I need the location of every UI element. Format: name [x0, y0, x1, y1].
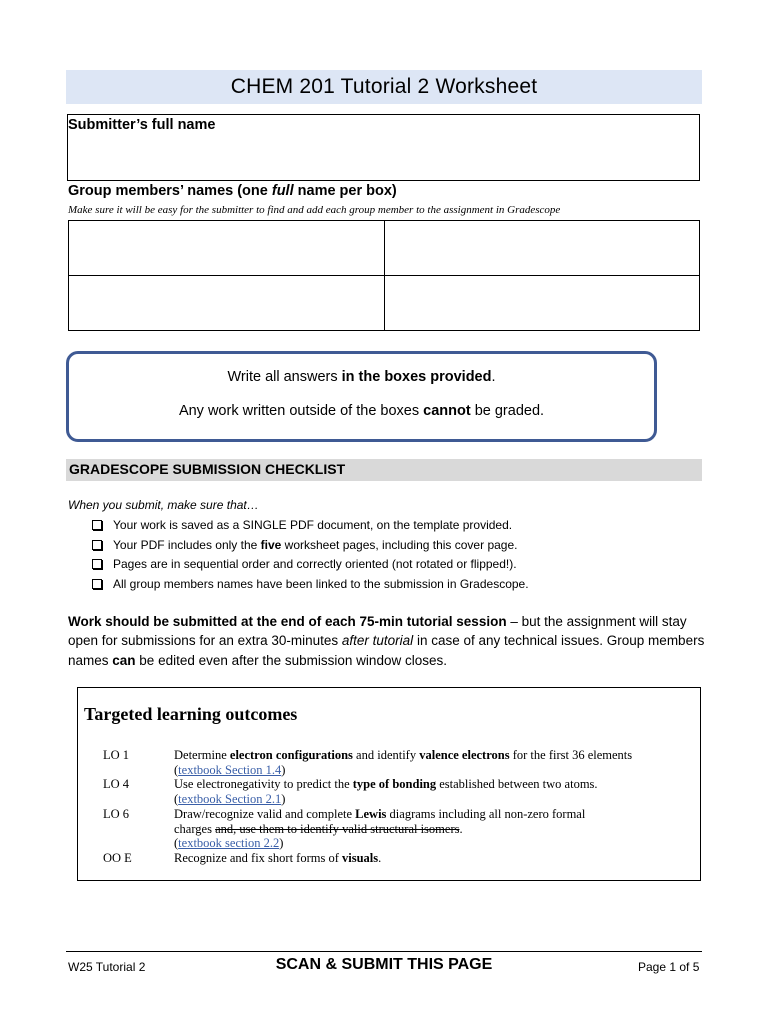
lo4-text — [174, 777, 674, 806]
checklist-item-2-pre: Your PDF includes only the — [113, 537, 261, 552]
lo1-a: Determine — [174, 748, 230, 762]
lo1-d: valence electrons — [419, 748, 510, 762]
notice-2-post: be graded. — [470, 403, 545, 419]
lo4-c: established between two atoms. — [436, 777, 598, 791]
lo1-f: ) — [281, 762, 286, 777]
notice-box — [66, 351, 657, 442]
checklist-item — [92, 575, 529, 595]
group-label-em: full — [271, 183, 294, 199]
lo4-open: ( — [174, 791, 179, 806]
checklist-intro: When you submit, make sure that… — [68, 498, 259, 512]
notice-2-pre: Any work written outside of the boxes — [178, 403, 424, 419]
lo1-textbook-link[interactable]: textbook Section 1.4 — [178, 762, 282, 777]
lo4-textbook-link[interactable]: textbook Section 2.1 — [178, 791, 282, 806]
para-italic: after tutorial — [341, 633, 414, 649]
lo1-b: electron configurations — [229, 748, 353, 762]
checklist-item — [92, 555, 529, 575]
group-member-box-2[interactable] — [384, 221, 700, 276]
ooe-text — [174, 851, 674, 866]
group-member-box-4[interactable] — [384, 276, 700, 331]
checklist-item-1-text: Your work is saved as a SINGLE PDF document, on the template provided. — [113, 518, 513, 532]
footer-course: W25 Tutorial 2 — [68, 960, 146, 974]
checkbox-icon[interactable] — [92, 579, 102, 589]
lo4-a: Use electronegativity to predict the — [174, 777, 353, 791]
page-title: CHEM 201 Tutorial 2 Worksheet — [230, 75, 538, 98]
group-members-table — [68, 220, 700, 331]
lo4-b: type of bonding — [352, 777, 437, 791]
lo1-code: LO 1 — [103, 748, 130, 762]
lo6-textbook-link[interactable]: textbook section 2.2 — [178, 836, 280, 850]
group-label-post: name per box) — [293, 183, 397, 199]
notice-line-1 — [69, 369, 654, 385]
group-label-pre: Group members’ names (one — [68, 183, 272, 199]
ooe-b: visuals — [342, 851, 379, 865]
lo6-b: Lewis — [355, 807, 387, 821]
checkbox-icon[interactable] — [92, 559, 102, 569]
lo6-code: LO 6 — [103, 807, 130, 821]
lo6-e: . — [459, 821, 463, 836]
lo6-text — [174, 807, 674, 851]
submitter-label: Submitter’s full name — [68, 117, 216, 133]
notice-2-bold: cannot — [423, 403, 471, 419]
checklist — [92, 516, 529, 594]
outcomes-title: Targeted learning outcomes — [84, 704, 298, 724]
lo6-close: ) — [279, 836, 284, 850]
para-p1: – but the assignment will stay open for submissions for an extra 30-minutes — [68, 614, 687, 649]
checkbox-icon[interactable] — [92, 540, 102, 550]
submission-paragraph — [68, 612, 708, 670]
ooe-a: Recognize and fix short forms of — [174, 851, 343, 865]
group-member-box-3[interactable] — [69, 276, 385, 331]
notice-1-bold: in the boxes provided — [341, 369, 492, 385]
footer-instruction: SCAN & SUBMIT THIS PAGE — [275, 956, 493, 973]
lo6-a: Draw/recognize valid and complete — [174, 807, 356, 821]
para-p3: be edited even after the submission window closes. — [135, 652, 447, 668]
group-note: Make sure it will be easy for the submitter to find and add each group member to the assignment in Gradescope — [68, 204, 561, 216]
lo1-c: and identify — [352, 748, 420, 762]
para-can: can — [112, 652, 136, 668]
footer-divider — [66, 951, 702, 952]
checkbox-icon[interactable] — [92, 520, 102, 530]
checklist-title: GRADESCOPE SUBMISSION CHECKLIST — [69, 461, 346, 477]
checklist-item-2-bold: five — [260, 537, 282, 552]
lo1-e: for the first 36 elements ( — [174, 748, 633, 777]
para-bold: Work should be submitted at the end of each 75-min tutorial session — [68, 614, 507, 629]
lo4-code: LO 4 — [103, 777, 130, 791]
lo6-open: ( — [174, 836, 179, 850]
notice-1-post: . — [491, 369, 496, 385]
notice-line-2 — [69, 403, 654, 419]
ooe-c: . — [378, 851, 382, 865]
checklist-item — [92, 536, 529, 556]
checklist-item-3-text: Pages are in sequential order and correctly oriented (not rotated or flipped!). — [113, 557, 517, 571]
page-number: Page 1 of 5 — [638, 960, 700, 974]
lo4-close: ) — [281, 791, 286, 806]
group-member-box-1[interactable] — [69, 221, 385, 276]
lo6-d: charges — [174, 821, 216, 836]
group-members-label — [68, 183, 397, 199]
lo1-text — [174, 748, 674, 777]
notice-1-pre: Write all answers — [227, 369, 342, 385]
checklist-item-4-text: All group members names have been linked to the submission in Gradescope. — [113, 576, 529, 591]
lo6-c: diagrams including all non-zero formal — [386, 807, 586, 821]
checklist-item-2-post: worksheet pages, including this cover page. — [281, 537, 518, 552]
ooe-code: OO E — [103, 851, 132, 865]
checklist-item — [92, 516, 529, 536]
para-p2: in case of any technical issues. Group members names — [68, 633, 705, 668]
title-bar — [66, 70, 702, 104]
lo6-strikethrough: and, use them to identify valid structural isomers — [215, 821, 460, 836]
